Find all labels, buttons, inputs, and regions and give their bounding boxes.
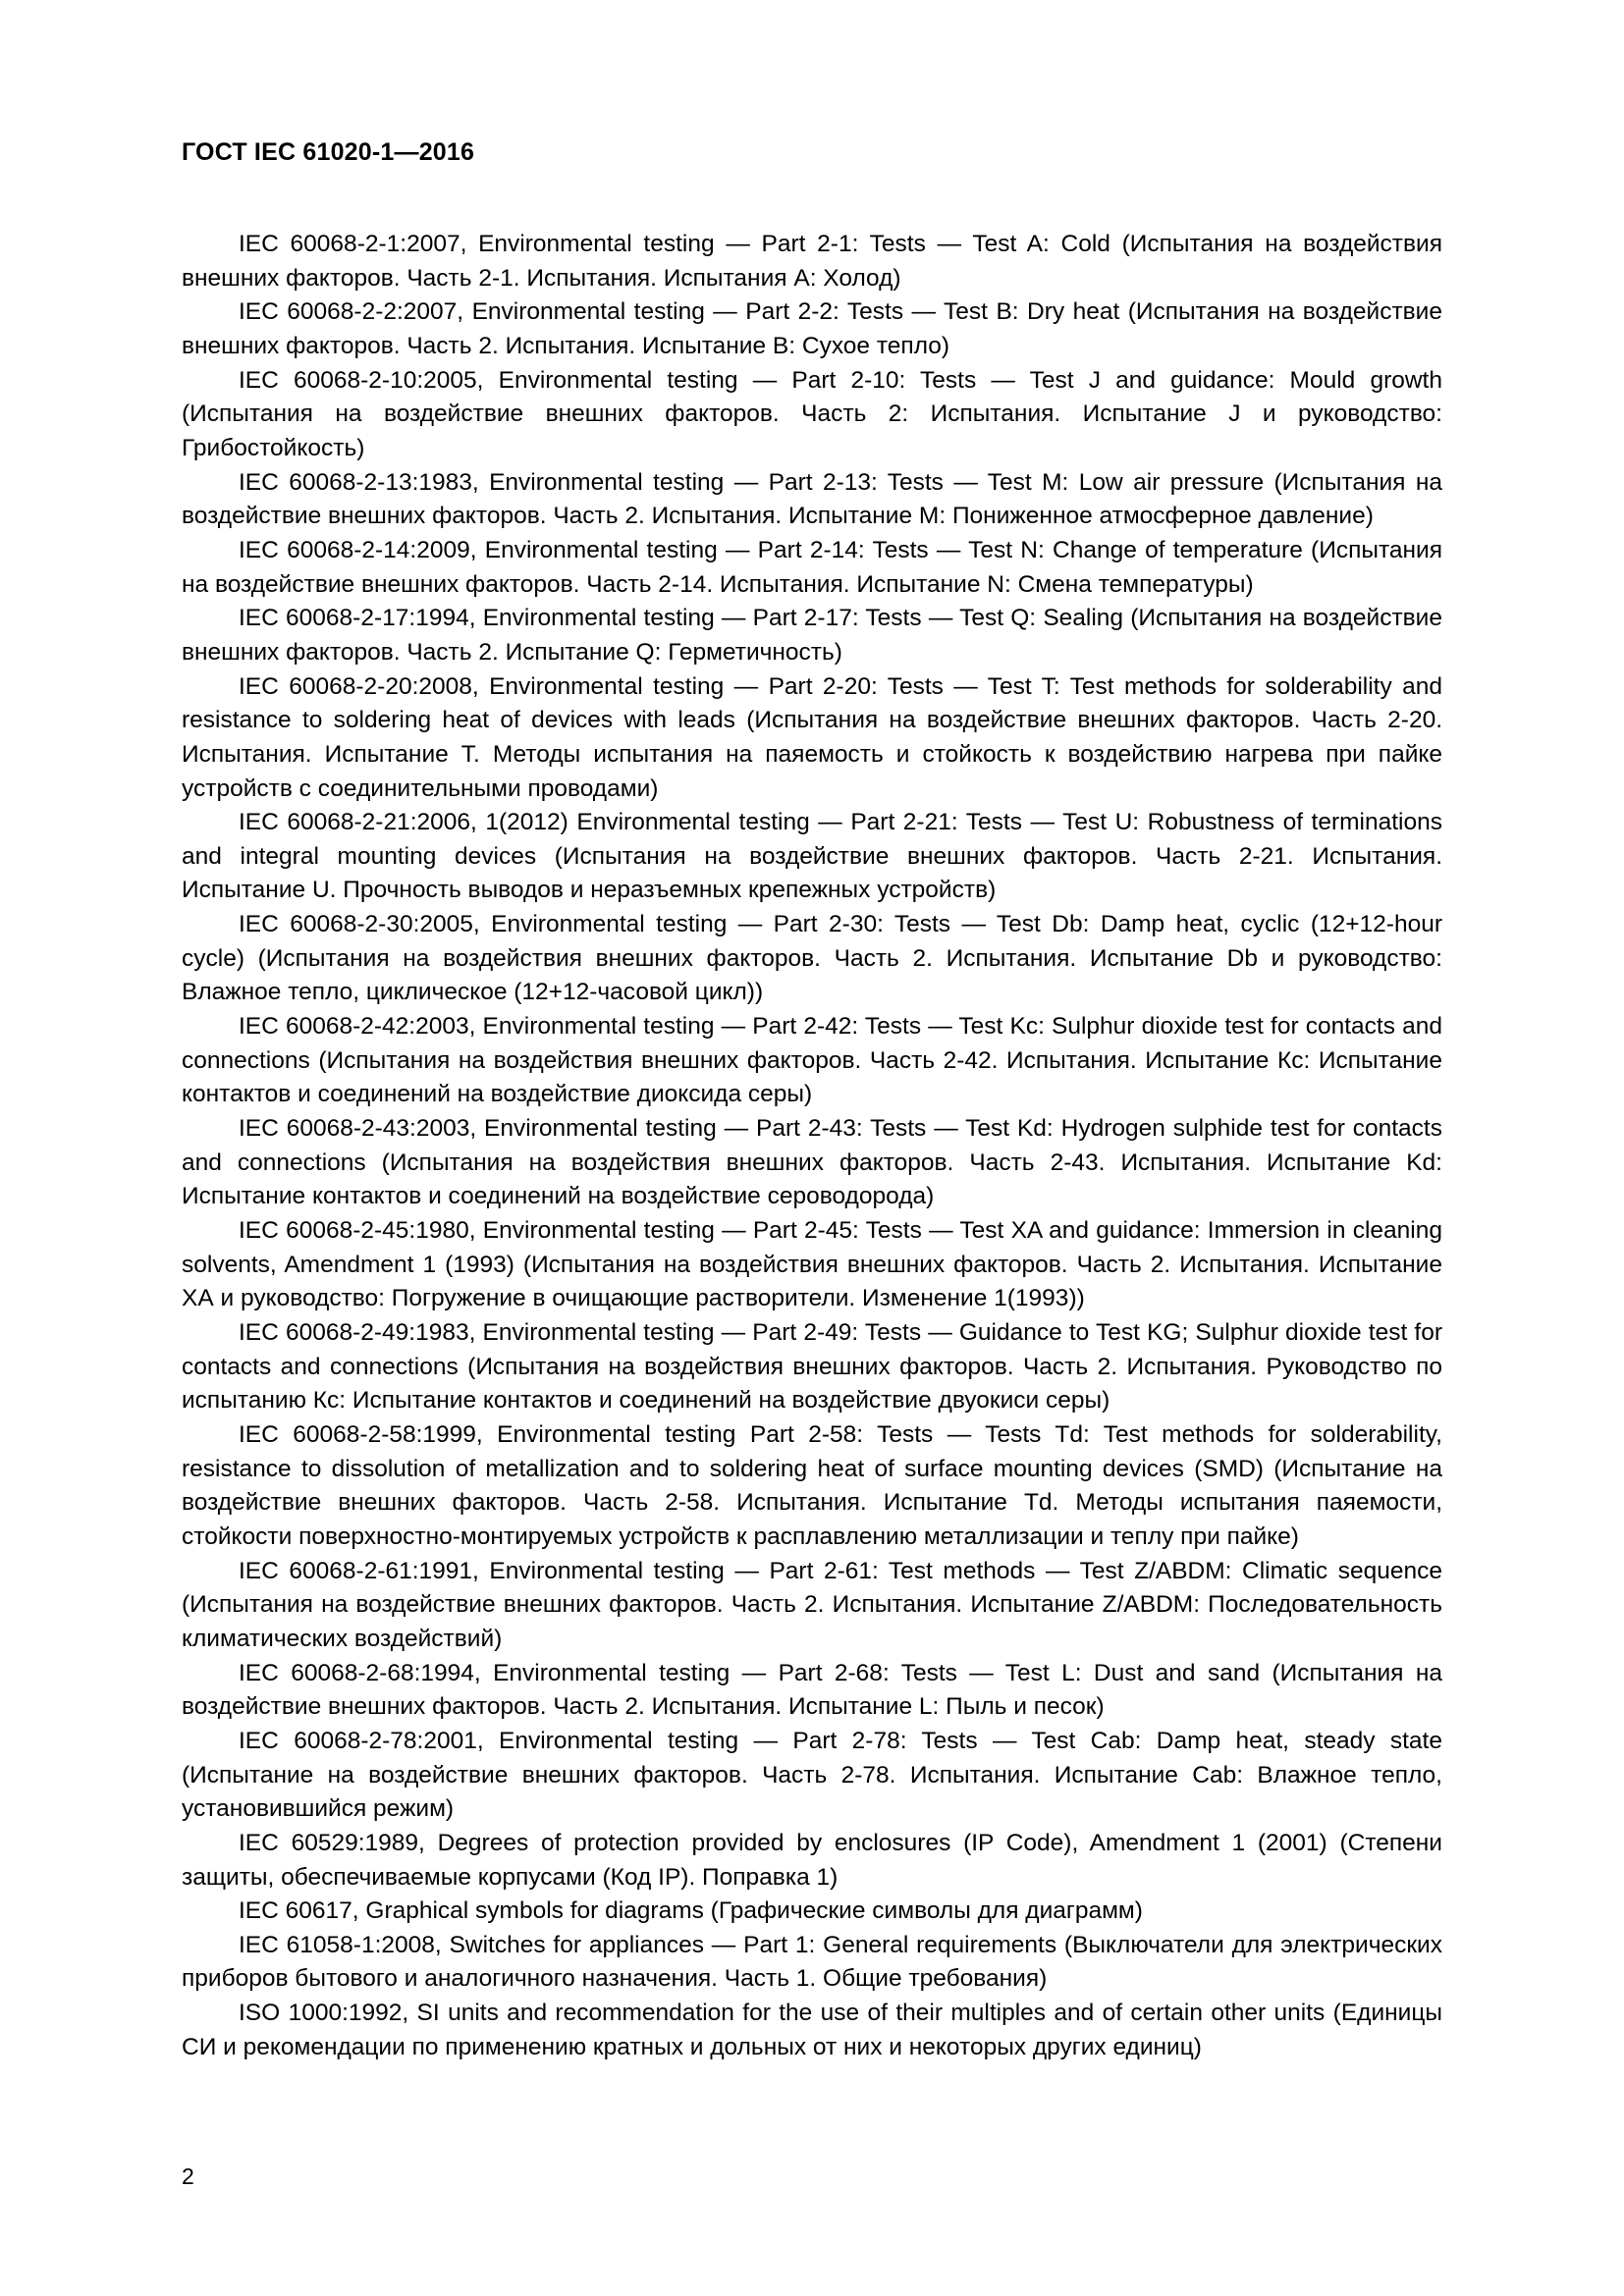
paragraph: IEC 60068-2-42:2003, Environmental testing — Part 2-42: Tests — Test Kc: Sulphur dioxide test for contacts and connections (Испытания на воздействия внешних факторов. Часть 2-42. Испытания. Испытание Кс: Испытание контактов и соединений на воздействие диоксида серы) xyxy=(182,1013,1442,1108)
page-header: ГОСТ IEC 61020-1—2016 xyxy=(182,138,475,166)
paragraph: IEC 60068-2-14:2009, Environmental testing — Part 2-14: Tests — Test N: Change of temperature (Испытания на воздействие внешних факторов. Часть 2-14. Испытания. Испытание N: Смена температуры) xyxy=(182,536,1442,598)
paragraph: IEC 60068-2-2:2007, Environmental testing — Part 2-2: Tests — Test B: Dry heat (Испытания на воздействие внешних факторов. Часть 2. Испытания. Испытание В: Сухое тепло) xyxy=(182,298,1442,359)
paragraph: IEC 60068-2-68:1994, Environmental testing — Part 2-68: Tests — Test L: Dust and sand (Испытания на воздействие внешних факторов. Часть 2. Испытания. Испытание L: Пыль и песок) xyxy=(182,1659,1442,1721)
paragraph: IEC 60068-2-45:1980, Environmental testing — Part 2-45: Tests — Test XA and guidance: Immersion in cleaning solvents, Amendment 1 (1993) (Испытания на воздействия внешних факторов. Часть 2. Испытания. Испытание ХА и руководство: Погружение в очищающие растворители. Изменение 1(1993)) xyxy=(182,1217,1442,1312)
paragraph: IEC 60068-2-43:2003, Environmental testing — Part 2-43: Tests — Test Kd: Hydrogen sulphide test for contacts and connections (Испытания на воздействия внешних факторов. Часть 2-43. Испытания. Испытание Kd: Испытание контактов и соединений на воздействие сероводорода) xyxy=(182,1115,1442,1210)
paragraph: IEC 60068-2-20:2008, Environmental testing — Part 2-20: Tests — Test T: Test methods for solderability and resistance to soldering heat of devices with leads (Испытания на воздействие внешних факторов. Часть 2-20. Испытания. Испытание Т. Методы испытания на паяемость и стойкость к воздействию нагрева при пайке устройств с соединительными проводами) xyxy=(182,672,1442,802)
paragraph: IEC 60068-2-13:1983, Environmental testing — Part 2-13: Tests — Test M: Low air pressure (Испытания на воздействие внешних факторов. Часть 2. Испытания. Испытание М: Пониженное атмосферное давление) xyxy=(182,468,1442,530)
page-number: 2 xyxy=(182,2163,194,2189)
paragraph: IEC 60068-2-49:1983, Environmental testing — Part 2-49: Tests — Guidance to Test KG; Sulphur dioxide test for contacts and connections (Испытания на воздействия внешних факторов. Часть 2. Испытания. Руководство по испытанию Кс: Испытание контактов и соединений на воздействие двуокиси серы) xyxy=(182,1319,1442,1415)
paragraph: IEC 60068-2-21:2006, 1(2012) Environmental testing — Part 2-21: Tests — Test U: Robustness of terminations and integral mounting devices (Испытания на воздействие внешних факторов. Часть 2-21. Испытания. Испытание U. Прочность выводов и неразъемных крепежных устройств) xyxy=(182,809,1442,904)
paragraph: ISO 1000:1992, SI units and recommendation for the use of their multiples and of certain other units (Единицы СИ и рекомендации по применению кратных и дольных от них и некоторых других единиц) xyxy=(182,2000,1442,2060)
paragraph: IEC 60068-2-10:2005, Environmental testing — Part 2-10: Tests — Test J and guidance: Mould growth (Испытания на воздействие внешних факторов. Часть 2: Испытания. Испытание J и руководство: Грибостойкость) xyxy=(182,366,1442,461)
document-body xyxy=(182,228,1442,2064)
paragraph: IEC 60068-2-17:1994, Environmental testing — Part 2-17: Tests — Test Q: Sealing (Испытания на воздействие внешних факторов. Часть 2. Испытание Q: Герметичность) xyxy=(182,605,1442,666)
paragraph: IEC 60529:1989, Degrees of protection provided by enclosures (IP Code), Amendment 1 (2001) (Степени защиты, обеспечиваемые корпусами (Код IP). Поправка 1) xyxy=(182,1829,1442,1891)
paragraph: IEC 60068-2-58:1999, Environmental testing Part 2-58: Tests — Tests Td: Test methods for solderability, resistance to dissolution of metallization and to soldering heat of surface mounting devices (SMD) (Испытание на воздействие внешних факторов. Часть 2-58. Испытания. Испытание Td. Методы испытания паяемости, стойкости поверхностно-монтируемых устройств к расплавлению металлизации и теплу при пайке) xyxy=(182,1420,1442,1550)
paragraph: IEC 60617, Graphical symbols for diagrams (Графические символы для диаграмм) xyxy=(239,1897,1143,1925)
paragraph: IEC 60068-2-1:2007, Environmental testing — Part 2-1: Tests — Test A: Cold (Испытания на воздействия внешних факторов. Часть 2-1. Испытания. Испытания А: Холод) xyxy=(182,231,1442,292)
paragraph: IEC 61058-1:2008, Switches for appliances — Part 1: General requirements (Выключатели для электрических приборов бытового и аналогичного назначения. Часть 1. Общие требования) xyxy=(182,1931,1442,1993)
paragraph: IEC 60068-2-30:2005, Environmental testing — Part 2-30: Tests — Test Db: Damp heat, cyclic (12+12-hour cycle) (Испытания на воздействия внешних факторов. Часть 2. Испытания. Испытание Db и руководство: Влажное тепло, циклическое (12+12-часовой цикл)) xyxy=(182,911,1442,1006)
paragraph: IEC 60068-2-78:2001, Environmental testing — Part 2-78: Tests — Test Cab: Damp heat, steady state (Испытание на воздействие внешних факторов. Часть 2-78. Испытания. Испытание Cab: Влажное тепло, установившийся режим) xyxy=(182,1727,1442,1823)
paragraph: IEC 60068-2-61:1991, Environmental testing — Part 2-61: Test methods — Test Z/ABDM: Climatic sequence (Испытания на воздействие внешних факторов. Часть 2. Испытания. Испытание Z/ABDM: Последовательность климатических воздействий) xyxy=(182,1557,1442,1652)
